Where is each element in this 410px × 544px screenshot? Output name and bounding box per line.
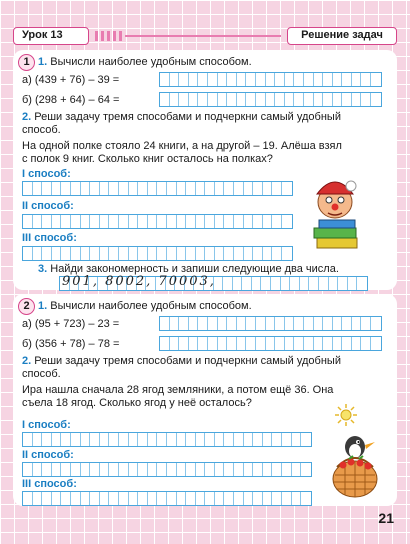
boy-with-books-illustration <box>305 170 365 258</box>
task-text: Вычисли наиболее удобным способом. <box>50 300 252 312</box>
header-stripes <box>95 31 281 41</box>
task-1-2 <box>22 111 341 124</box>
task-number: 2. <box>22 355 32 367</box>
answer-cells[interactable] <box>22 181 293 196</box>
expression-b: б) (356 + 78) – 78 = <box>22 338 120 350</box>
task-2-1 <box>38 300 252 313</box>
handwritten-sequence: 901, 8002, 70003, <box>62 274 216 289</box>
answer-cells[interactable] <box>159 316 382 331</box>
section-1-number: 1 <box>18 54 35 71</box>
task-text-cont: способ. <box>22 124 61 136</box>
answer-cells[interactable] <box>159 336 382 351</box>
task-2-2 <box>22 355 341 368</box>
problem-text: На одной полке стояло 24 книги, а на другой – 19. Алёша взял <box>22 140 342 152</box>
task-number: 2. <box>22 111 32 123</box>
page-number: 21 <box>378 510 394 526</box>
answer-cells[interactable] <box>159 92 382 107</box>
task-text: Реши задачу тремя способами и подчеркни самый удобный <box>34 355 341 367</box>
sun-icon <box>335 404 357 426</box>
task-1-1 <box>38 56 252 69</box>
method-2-label: II способ: <box>22 449 74 461</box>
task-number: 1. <box>38 300 48 312</box>
method-3-label: III способ: <box>22 232 77 244</box>
problem-text: съела 18 ягод. Сколько ягод у неё осталось? <box>22 397 252 409</box>
bird-with-basket-illustration <box>329 429 381 501</box>
topic-label: Решение задач <box>287 27 397 45</box>
task-number: 1. <box>38 56 48 68</box>
answer-cells[interactable] <box>22 214 293 229</box>
expression-a: а) (95 + 723) – 23 = <box>22 318 120 330</box>
task-number: 3. <box>38 263 48 275</box>
task-text: Реши задачу тремя способами и подчеркни самый удобный <box>34 111 341 123</box>
section-2-number: 2 <box>18 298 35 315</box>
expression-b: б) (298 + 64) – 64 = <box>22 94 120 106</box>
answer-cells[interactable] <box>22 432 312 447</box>
method-1-label: I способ: <box>22 168 71 180</box>
task-text-cont: способ. <box>22 368 61 380</box>
task-text: Найди закономерность и запиши следующие два числа. <box>50 263 339 275</box>
section-2-card <box>13 294 397 506</box>
expression-a: а) (439 + 76) – 39 = <box>22 74 120 86</box>
page-header <box>13 27 397 45</box>
problem-text: с полок 9 книг. Сколько книг осталось на полках? <box>22 153 273 165</box>
problem-text: Ира нашла сначала 28 ягод земляники, а потом ещё 36. Она <box>22 384 334 396</box>
method-1-label: I способ: <box>22 419 71 431</box>
method-2-label: II способ: <box>22 200 74 212</box>
section-1-card <box>13 50 397 290</box>
task-text: Вычисли наиболее удобным способом. <box>50 56 252 68</box>
answer-cells[interactable] <box>159 72 382 87</box>
answer-cells[interactable] <box>22 246 293 261</box>
answer-cells[interactable] <box>22 462 312 477</box>
answer-cells[interactable] <box>22 491 312 506</box>
method-3-label: III способ: <box>22 478 77 490</box>
lesson-label: Урок 13 <box>13 27 89 45</box>
